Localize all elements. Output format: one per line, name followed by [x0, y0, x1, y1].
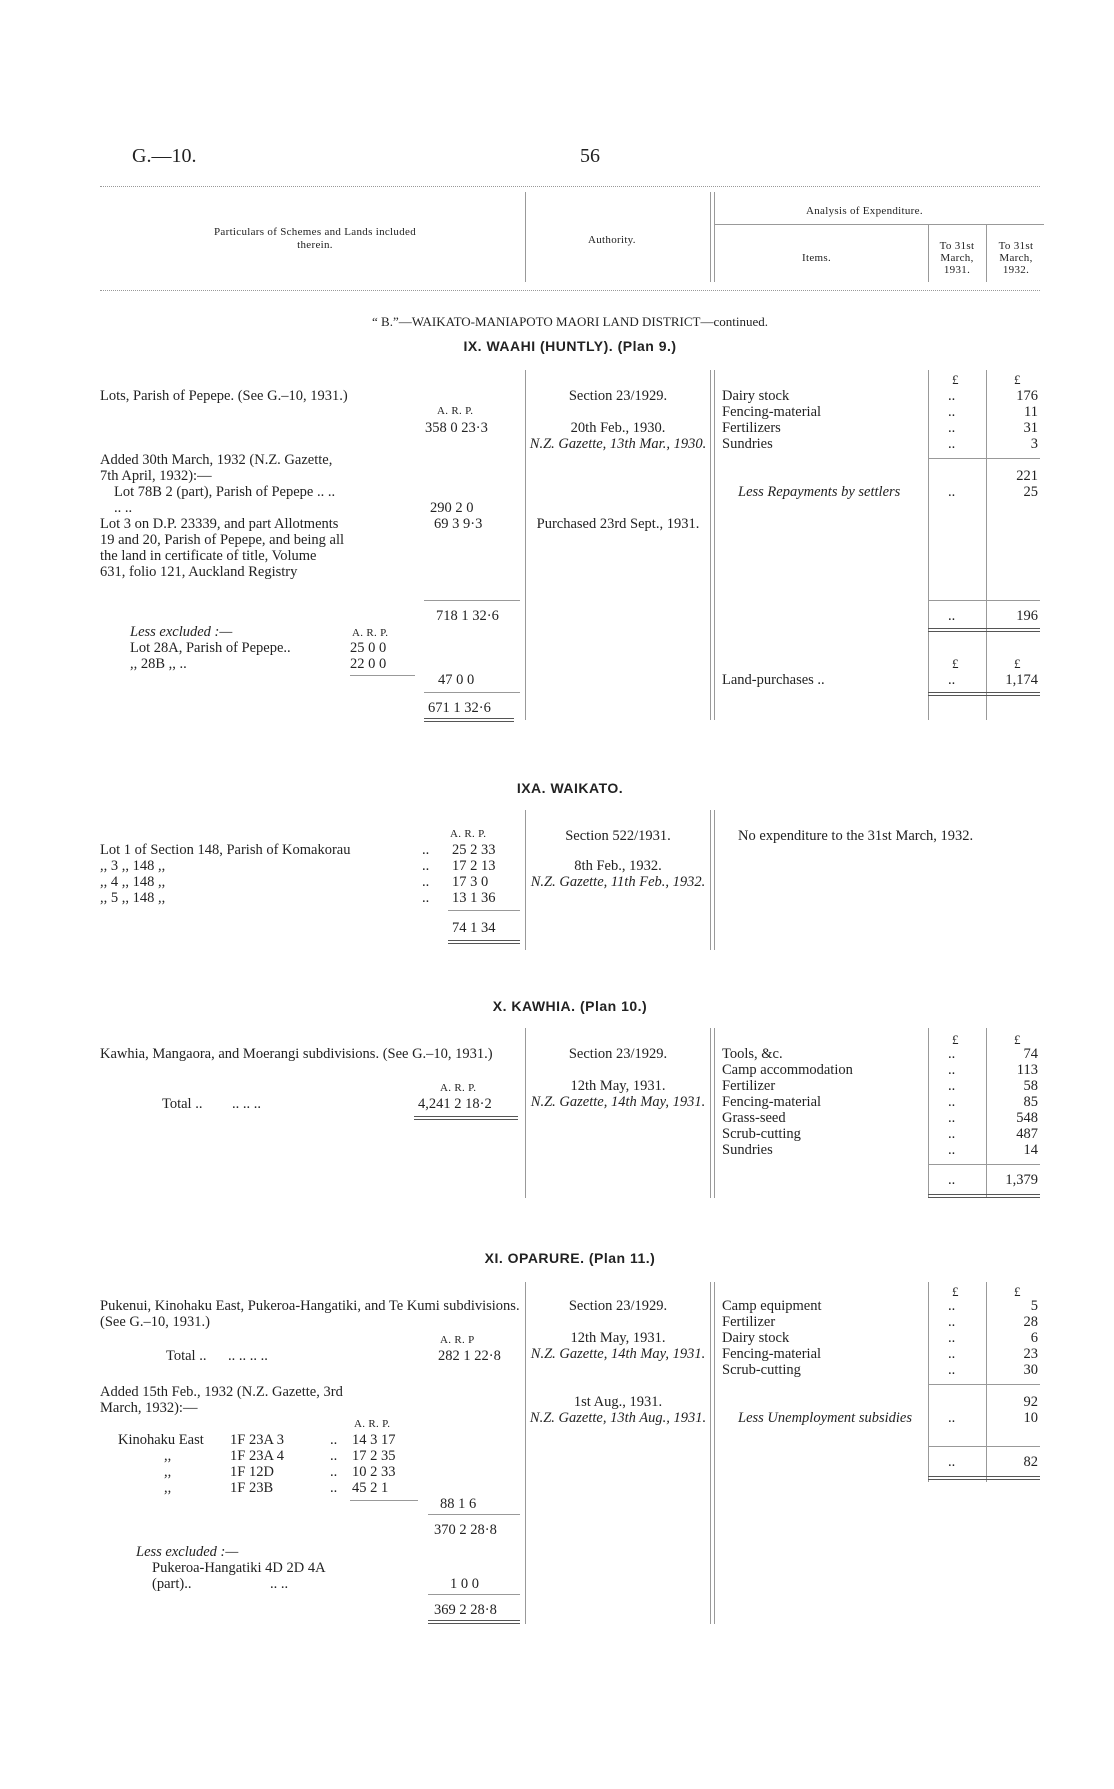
page-code: G.—10. [132, 145, 197, 167]
xi-pound-1932: £ [1014, 1284, 1021, 1299]
xi-auth5: N.Z. Gazette, 13th Aug., 1931. [529, 1410, 707, 1426]
ix-net31: .. [948, 608, 956, 624]
xi-unemp31: .. [948, 1410, 956, 1426]
xi-kin-prefix: ,, [164, 1448, 172, 1464]
xi-pound-1931: £ [952, 1284, 959, 1299]
ix-added-lot2: Lot 3 on D.P. 23339, and part Allotments 19 and 20, Parish of Pepepe, and being all the land in certificate of title, Volume 631, folio 121, Auckland Registry [100, 516, 345, 580]
ix-total: 671 1 32·6 [428, 700, 491, 716]
xi-item-v32: 30 [1023, 1362, 1038, 1378]
ix-land-purchases: Land-purchases .. [722, 672, 825, 688]
ixa-lot-label: ,, 3 ,, 148 ,, [100, 858, 166, 874]
ix-auth1: Section 23/1929. [568, 388, 668, 404]
x-item-v32: 548 [1016, 1110, 1038, 1126]
xi-final: 369 2 28·8 [434, 1602, 497, 1618]
ix-item-name: Dairy stock [722, 388, 790, 404]
x-auth1: Section 23/1929. [568, 1046, 668, 1062]
xi-net32: 82 [1023, 1454, 1038, 1470]
xi-item-name: Fencing-material [722, 1346, 822, 1362]
xi-sum32: 92 [1023, 1394, 1038, 1410]
ix-excl-lot1: Lot 28A, Parish of Pepepe.. [130, 640, 291, 656]
xi-item-v31: .. [948, 1330, 956, 1346]
x-item-v31: .. [948, 1062, 956, 1078]
x-item-name: Sundries [722, 1142, 773, 1158]
xi-auth2: 12th May, 1931. [570, 1330, 666, 1346]
x-item-name: Grass-seed [722, 1110, 786, 1126]
ixa-lot-label: Lot 1 of Section 148, Parish of Komakorau [100, 842, 351, 858]
ixa-lot-area: 13 1 36 [452, 890, 496, 906]
xi-kin-dots: .. [330, 1432, 338, 1448]
ix-added-lot1: Lot 78B 2 (part), Parish of Pepepe .. .. .. .. [114, 484, 336, 516]
x-auth2: 12th May, 1931. [570, 1078, 666, 1094]
x-item-name: Tools, &c. [722, 1046, 783, 1062]
ixa-arp-header: A. R. P. [450, 828, 487, 840]
ix-lots: Lots, Parish of Pepepe. (See G.–10, 1931.) [100, 388, 348, 404]
ix-excl-arp: A. R. P. [352, 627, 389, 639]
x-item-v32: 58 [1023, 1078, 1038, 1094]
page-number: 56 [580, 145, 600, 167]
xi-less-unemp: Less Unemployment subsidies [738, 1410, 912, 1426]
xi-kin-area: 45 2 1 [352, 1480, 389, 1496]
xi-kin-prefix: ,, [164, 1464, 172, 1480]
col-items: Items. [802, 252, 831, 264]
x-item-name: Fertilizer [722, 1078, 776, 1094]
ix-subtotal: 718 1 32·6 [436, 608, 499, 624]
ix-sum1: 221 [1016, 468, 1038, 484]
ixa-lot-dots: .. [422, 858, 430, 874]
xi-item-name: Scrub-cutting [722, 1362, 801, 1378]
ixa-lot-label: ,, 4 ,, 148 ,, [100, 874, 166, 890]
x-item-v31: .. [948, 1094, 956, 1110]
section-xi-heading: XI. OPARURE. (Plan 11.) [484, 1250, 656, 1266]
xi-item-name: Dairy stock [722, 1330, 790, 1346]
ix-auth2: 20th Feb., 1930. [570, 420, 666, 436]
ix-excl-lot1-area: 25 0 0 [350, 640, 387, 656]
ixa-lot-area: 17 2 13 [452, 858, 496, 874]
ix-item-name: Fertilizers [722, 420, 781, 436]
xi-kin-dots: .. [330, 1464, 338, 1480]
x-pound-1932: £ [1014, 1032, 1021, 1047]
ix-arp-header: A. R. P. [437, 405, 474, 417]
ix-repay31: .. [948, 484, 956, 500]
ix-item-v31: .. [948, 436, 956, 452]
x-item-v31: .. [948, 1142, 956, 1158]
xi-item-v32: 6 [1030, 1330, 1038, 1346]
ixa-lot-dots: .. [422, 890, 430, 906]
xi-kin-area: 10 2 33 [352, 1464, 396, 1480]
xi-excl-area: 1 0 0 [450, 1576, 479, 1592]
ix-pound-lp-1932: £ [1014, 656, 1021, 671]
ix-repay32: 25 [1023, 484, 1038, 500]
section-ix-heading: IX. WAAHI (HUNTLY). (Plan 9.) [463, 338, 677, 354]
xi-arp-header: A. R. P [440, 1334, 475, 1346]
x-item-name: Camp accommodation [722, 1062, 853, 1078]
x-total: 4,241 2 18·2 [418, 1096, 492, 1112]
ixa-no-expenditure: No expenditure to the 31st March, 1932. [738, 828, 974, 844]
xi-kin-lot: 1F 23A 3 [230, 1432, 284, 1448]
ix-item-v31: .. [948, 420, 956, 436]
xi-kin-dots: .. [330, 1480, 338, 1496]
xi-item-v31: .. [948, 1362, 956, 1378]
ix-excl-lot2: ,, 28B ,, .. [130, 656, 187, 672]
xi-sub-arp: A. R. P. [354, 1418, 391, 1430]
ix-item-v31: .. [948, 404, 956, 420]
district-title: “ B.”—WAIKATO-MANIAPOTO MAORI LAND DISTRICT—continued. [372, 314, 768, 329]
xi-subtotal: 370 2 28·8 [434, 1522, 497, 1538]
ix-item-v32: 3 [1030, 436, 1038, 452]
ix-pound-1931: £ [952, 372, 959, 387]
ixa-auth1: Section 522/1931. [565, 828, 671, 844]
x-item-v32: 14 [1023, 1142, 1038, 1158]
xi-kin-lot: 1F 23A 4 [230, 1448, 284, 1464]
ix-auth4: Purchased 23rd Sept., 1931. [536, 516, 700, 532]
ix-item-v32: 11 [1024, 404, 1038, 420]
ix-item-name: Sundries [722, 436, 773, 452]
ix-added-lot1-area: 290 2 0 [430, 500, 474, 516]
ix-less-excluded: Less excluded :— [130, 624, 233, 640]
ixa-lot-area: 25 2 33 [452, 842, 496, 858]
ixa-lot-dots: .. [422, 874, 430, 890]
xi-kin-label: Kinohaku East [118, 1432, 204, 1448]
ix-lp32: 1,174 [1005, 672, 1038, 688]
ixa-total: 74 1 34 [452, 920, 496, 936]
x-desc: Kawhia, Mangaora, and Moerangi subdivisions. (See G.–10, 1931.) [100, 1046, 493, 1062]
ix-excl-total: 47 0 0 [438, 672, 475, 688]
ix-excl-lot2-area: 22 0 0 [350, 656, 387, 672]
x-pound-1931: £ [952, 1032, 959, 1047]
x-total-dots: .. .. .. [232, 1096, 261, 1112]
x-sum31: .. [948, 1172, 956, 1188]
xi-item-name: Camp equipment [722, 1298, 822, 1314]
section-ixa-heading: IXA. WAIKATO. [516, 780, 624, 796]
ixa-lot-area: 17 3 0 [452, 874, 489, 890]
xi-auth1: Section 23/1929. [568, 1298, 668, 1314]
ixa-lot-dots: .. [422, 842, 430, 858]
x-item-v32: 487 [1016, 1126, 1038, 1142]
ix-less-repayments: Less Repayments by settlers [738, 484, 901, 500]
section-x-heading: X. KAWHIA. (Plan 10.) [492, 998, 648, 1014]
xi-excl-dots: .. .. [270, 1576, 289, 1592]
ix-lp31: .. [948, 672, 956, 688]
xi-unemp32: 10 [1023, 1410, 1038, 1426]
x-total-label: Total .. [162, 1096, 203, 1112]
x-item-name: Scrub-cutting [722, 1126, 801, 1142]
ix-item-v31: .. [948, 388, 956, 404]
x-item-v32: 113 [1016, 1062, 1038, 1078]
xi-kin-dots: .. [330, 1448, 338, 1464]
xi-auth3: N.Z. Gazette, 14th May, 1931. [530, 1346, 706, 1362]
ix-item-v32: 176 [1016, 388, 1038, 404]
ix-item-name: Fencing-material [722, 404, 822, 420]
xi-excl-lot: Pukeroa-Hangatiki 4D 2D 4A (part).. [152, 1560, 325, 1592]
col-analysis: Analysis of Expenditure. [806, 205, 923, 217]
x-item-name: Fencing-material [722, 1094, 822, 1110]
x-auth3: N.Z. Gazette, 14th May, 1931. [530, 1094, 706, 1110]
col-particulars: Particulars of Schemes and Lands included therein. [214, 226, 416, 251]
ix-added-intro: Added 30th March, 1932 (N.Z. Gazette, 7th April, 1932):— [100, 452, 333, 484]
xi-kin-area: 17 2 35 [352, 1448, 396, 1464]
xi-less-excluded: Less excluded :— [136, 1544, 239, 1560]
x-item-v31: .. [948, 1126, 956, 1142]
ixa-lot-label: ,, 5 ,, 148 ,, [100, 890, 166, 906]
xi-kin-lot: 1F 12D [230, 1464, 274, 1480]
col-1932: To 31st March, 1932. [998, 240, 1034, 276]
xi-item-v31: .. [948, 1314, 956, 1330]
xi-total-dots: .. .. .. .. [228, 1348, 268, 1364]
x-item-v32: 85 [1023, 1094, 1038, 1110]
x-item-v31: .. [948, 1110, 956, 1126]
ixa-auth2: 8th Feb., 1932. [574, 858, 662, 874]
ix-pound-lp-1931: £ [952, 656, 959, 671]
x-item-v31: .. [948, 1046, 956, 1062]
ix-pound-1932: £ [1014, 372, 1021, 387]
xi-added-intro: Added 15th Feb., 1932 (N.Z. Gazette, 3rd March, 1932):— [100, 1384, 343, 1416]
col-authority: Authority. [588, 234, 636, 246]
xi-total: 282 1 22·8 [438, 1348, 501, 1364]
xi-item-v32: 28 [1023, 1314, 1038, 1330]
ix-area1: 358 0 23·3 [425, 420, 488, 436]
ixa-auth3: N.Z. Gazette, 11th Feb., 1932. [530, 874, 706, 890]
ix-added-lot2-area: 69 3 9·3 [434, 516, 483, 532]
xi-item-name: Fertilizer [722, 1314, 776, 1330]
xi-item-v32: 23 [1023, 1346, 1038, 1362]
xi-auth4: 1st Aug., 1931. [573, 1394, 663, 1410]
x-sum32: 1,379 [1005, 1172, 1038, 1188]
xi-item-v31: .. [948, 1298, 956, 1314]
x-item-v32: 74 [1023, 1046, 1038, 1062]
ix-net32: 196 [1016, 608, 1038, 624]
xi-item-v31: .. [948, 1346, 956, 1362]
xi-kin-area: 14 3 17 [352, 1432, 396, 1448]
xi-item-v32: 5 [1030, 1298, 1038, 1314]
xi-desc: Pukenui, Kinohaku East, Pukeroa-Hangatiki, and Te Kumi subdivisions. (See G.–10, 1931.) [100, 1298, 520, 1330]
x-item-v31: .. [948, 1078, 956, 1094]
xi-kin-prefix: ,, [164, 1480, 172, 1496]
ix-auth3: N.Z. Gazette, 13th Mar., 1930. [529, 436, 707, 452]
xi-kin-lot: 1F 23B [230, 1480, 274, 1496]
xi-added-total: 88 1 6 [440, 1496, 477, 1512]
x-arp-header: A. R. P. [440, 1082, 477, 1094]
xi-net31: .. [948, 1454, 956, 1470]
xi-total-label: Total .. [166, 1348, 207, 1364]
col-1931: To 31st March, 1931. [939, 240, 975, 276]
ix-item-v32: 31 [1023, 420, 1038, 436]
